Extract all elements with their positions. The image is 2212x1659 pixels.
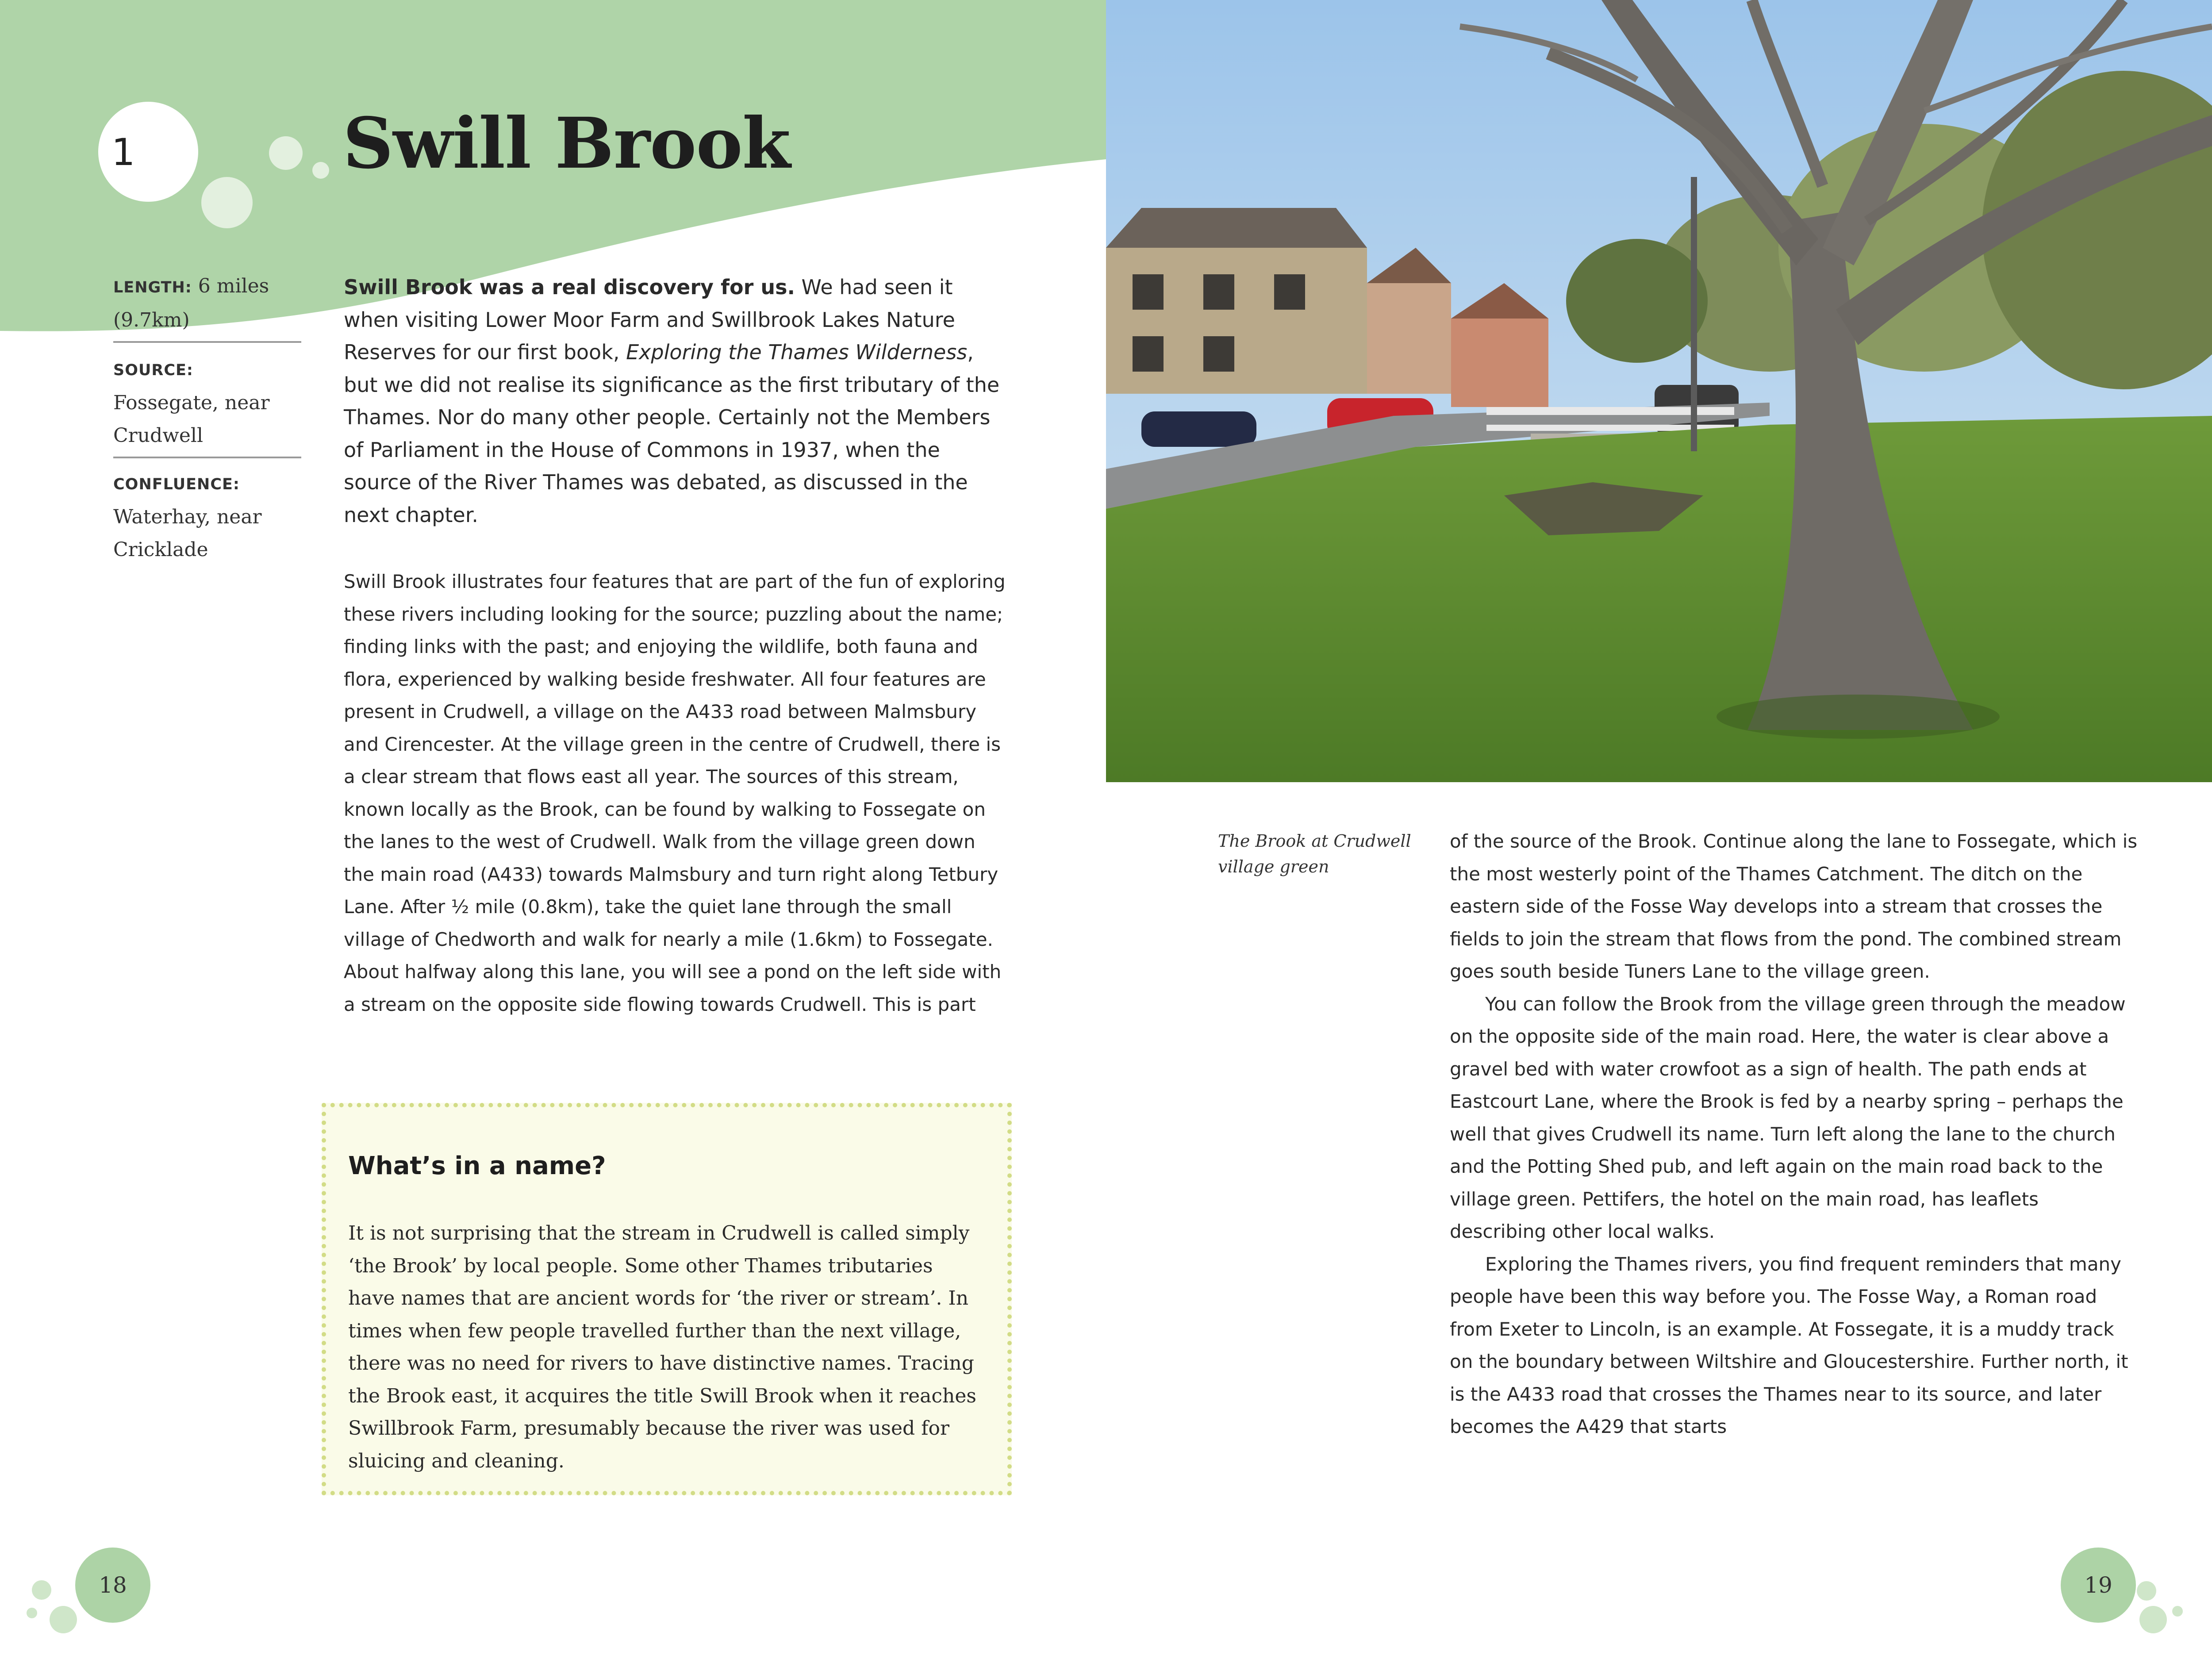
sidebar-text: It is not surprising that the stream in Crudwell is called simply ‘the Brook’ by local people. Some other Thames tributaries have names that are ancient words for ‘the river or stream’. In times when few people travelled further than the next village, there was no need for rivers to have distinctive names. Tracing the Brook east, it acquires the title Swill Brook when it reaches Swillbrook Farm, presumably because the river was used for sluicing and cleaning. — [348, 1222, 976, 1472]
decorative-bubble — [32, 1580, 51, 1600]
body-paragraph — [344, 565, 1007, 1021]
fact-label: LENGTH: — [113, 279, 192, 296]
right-paragraph-1: of the source of the Brook. Continue along the lane to Fossegate, which is the most westerly point of the Thames Catchment. The ditch on the eastern side of the Fosse Way develops into a stream that crosses the fields to join the stream that flows from the pond. The combined stream goes south beside Tuners Lane to the village green. — [1450, 830, 2138, 982]
village-green-photo — [1106, 0, 2212, 782]
fact-confluence — [113, 468, 301, 566]
decorative-bubble — [2137, 1581, 2156, 1601]
fact-length — [113, 270, 301, 337]
page-number-right: 19 — [2061, 1548, 2136, 1623]
decorative-bubble — [50, 1606, 77, 1633]
right-paragraph-3: Exploring the Thames rivers, you find frequent reminders that many people have been this way before you. The Fosse Way, a Roman road from Exeter to Lincoln, is an example. At Fossegate, it is a muddy track on the boundary between Wiltshire and Gloucestershire. Further north, it is the A433 road that crosses the Thames near to its source, and later becomes the A429 that starts — [1450, 1253, 2128, 1437]
book-title: Exploring the Thames Wilderness — [626, 340, 968, 364]
intro-lead: Swill Brook was a real discovery for us. — [344, 275, 795, 299]
decorative-bubble — [2172, 1606, 2183, 1617]
decorative-bubble — [269, 136, 303, 170]
fact-value: Fossegate, near Crudwell — [113, 392, 270, 447]
intro-text-end: , but we did not realise its significance as the first tributary of the Thames. Nor do many other people. Certainly not the Members of Parliament in the House of Commons in 1937, when the source of the River Thames was debated, as discussed in the next chapter. — [344, 340, 1000, 527]
decorative-bubble — [201, 177, 253, 228]
fact-source — [113, 353, 301, 452]
intro-paragraph — [344, 271, 1007, 531]
photo-caption: The Brook at Crudwell village green — [1218, 831, 1411, 876]
fact-value: Waterhay, near Cricklade — [113, 506, 262, 561]
right-paragraph-2: You can follow the Brook from the village green through the meadow on the opposite side of the main road. Here, the water is clear above a gravel bed with water crowfoot as a sign of health. The path ends at Eastcourt Lane, where the Brook is fed by a nearby spring – perhaps the well that gives Crudwell its name. Turn left along the lane to the church and the Potting Shed pub, and left again on the main road back to the village green. Pettifers, the hotel on the main road, has leaflets describing other local walks. — [1450, 993, 2126, 1242]
divider — [113, 341, 301, 343]
right-column — [1450, 825, 2140, 1443]
decorative-bubble — [27, 1608, 37, 1618]
sidebar-box — [322, 1103, 1012, 1495]
decorative-bubble — [2139, 1606, 2167, 1633]
river-facts — [113, 270, 301, 566]
intro-text: We had seen it when visiting Lower Moor Farm and Swillbrook Lakes Nature Reserves for our first book, — [344, 275, 955, 364]
fact-label: CONFLUENCE: — [113, 476, 240, 493]
fact-label: SOURCE: — [113, 361, 193, 379]
chapter-number: 1 — [111, 131, 135, 174]
divider — [113, 457, 301, 458]
page-number-left: 18 — [75, 1548, 150, 1623]
sidebar-title: What’s in a name? — [348, 1152, 606, 1180]
chapter-title: Swill Brook — [343, 103, 791, 184]
body-paragraph-text: Swill Brook illustrates four features that are part of the fun of exploring these rivers including looking for the source; puzzling about the name; finding links with the past; and enjoying the wildlife, both fauna and flora, experienced by walking beside freshwater. All four features are present in Crudwell, a village on the A433 road between Malmsbury and Cirencester. At the village green in the centre of Crudwell, there is a clear stream that flows east all year. The sources of this stream, known locally as the Brook, can be found by walking to Fossegate on the lanes to the west of Crudwell. Walk from the village green down the main road (A433) towards Malmsbury and turn right along Tetbury Lane. After ½ mile (0.8km), take the quiet lane through the small village of Chedworth and walk for nearly a mile (1.6km) to Fossegate. About halfway along this lane, you will see a pond on the left side with a stream on the opposite side flowing towards Crudwell. This is part — [344, 571, 1006, 1015]
decorative-bubble — [312, 162, 329, 179]
fact-value: 6 miles (9.7km) — [113, 275, 269, 331]
